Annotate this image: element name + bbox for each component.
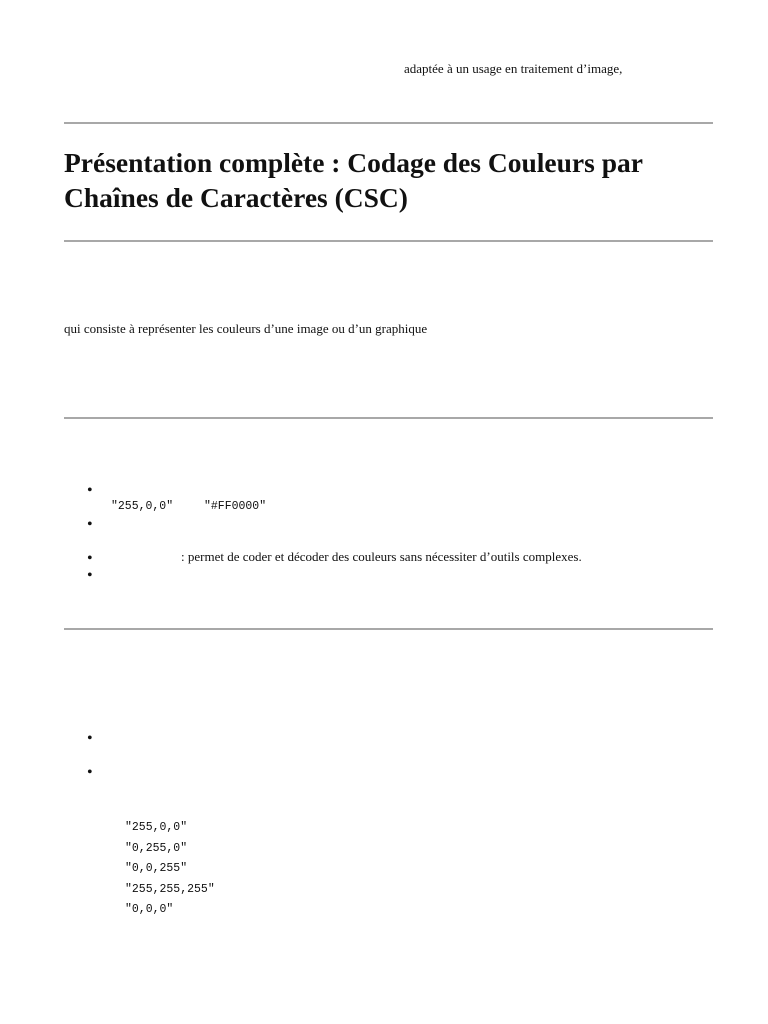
page-title: Présentation complète : Codage des Couleurs par Chaînes de Caractères (CSC) (64, 147, 643, 213)
code-examples-block (125, 818, 215, 921)
top-text-fragment: adaptée à un usage en traitement d’image, (404, 61, 623, 76)
horizontal-rule (64, 240, 713, 242)
horizontal-rule (64, 122, 713, 124)
intro-text-fragment: qui consiste à représenter les couleurs d’une image ou d’un graphique (64, 321, 428, 336)
horizontal-rule (64, 628, 713, 630)
code-example-line: "255,0,0" (125, 821, 188, 834)
horizontal-rule (64, 417, 713, 419)
bullet-marker: • (87, 764, 93, 781)
bullet-marker: • (87, 730, 93, 747)
code-example-line: "255,255,255" (125, 882, 215, 896)
bullet-marker: • (87, 516, 93, 533)
code-example-line: "0,0,0" (125, 903, 174, 916)
code-example-line: "0,255,0" (125, 841, 188, 855)
bullet-marker: • (87, 567, 93, 584)
code-hex-red: "#FF0000" (204, 500, 267, 513)
code-example-line: "0,0,255" (125, 862, 188, 875)
bullet-text-simplicity: : permet de coder et décoder des couleurs sans nécessiter d’outils complexes. (181, 549, 582, 564)
bullet-marker: • (87, 482, 93, 499)
code-rgb-red: "255,0,0" (111, 500, 174, 513)
bullet-marker: • (87, 550, 93, 567)
